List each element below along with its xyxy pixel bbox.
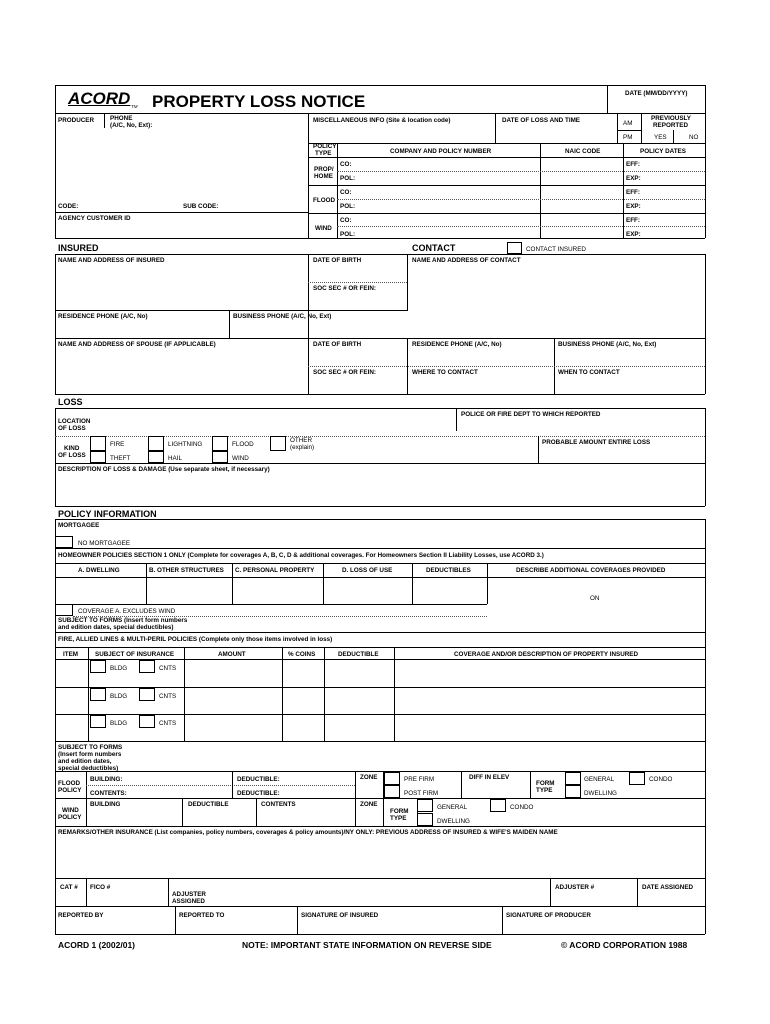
flood-building-field[interactable]: BUILDING:: [90, 776, 123, 783]
wind-general-checkbox[interactable]: [417, 799, 433, 812]
date-label[interactable]: DATE (MM/DD/YYYY): [625, 90, 688, 97]
flood-policy-label2: POLICY: [58, 787, 82, 794]
wind-checkbox[interactable]: [212, 451, 228, 463]
misc-info-label[interactable]: MISCELLANEOUS INFO (Site & location code): [313, 117, 451, 124]
flood-deductible-field2[interactable]: DEDUCTIBLE:: [237, 790, 280, 797]
when-to-contact-field[interactable]: WHEN TO CONTACT: [558, 369, 620, 376]
col-loss-of-use: D. LOSS OF USE: [342, 567, 393, 574]
form-number: ACORD 1 (2002/01): [58, 940, 136, 950]
flood-label[interactable]: FLOOD: [232, 441, 254, 448]
copyright: © ACORD CORPORATION 1988: [561, 940, 688, 950]
flood-co-field[interactable]: CO:: [340, 189, 352, 196]
flood-checkbox[interactable]: [212, 436, 228, 451]
bldg-checkbox-1[interactable]: [90, 660, 106, 673]
subject-to-forms-label4: special deductibles): [58, 765, 119, 772]
residence-phone-field[interactable]: RESIDENCE PHONE (A/C, No): [58, 313, 148, 320]
wind-building-field[interactable]: BUILDING: [90, 801, 121, 808]
adjuster-number-field[interactable]: ADJUSTER #: [555, 884, 595, 891]
excludes-wind-checkbox[interactable]: [55, 604, 73, 616]
flood-eff-field[interactable]: EFF:: [626, 189, 640, 196]
contact-name-address-field[interactable]: NAME AND ADDRESS OF CONTACT: [412, 257, 521, 264]
theft-checkbox[interactable]: [90, 451, 106, 463]
insured-dob-field[interactable]: DATE OF BIRTH: [313, 257, 362, 264]
subject-to-forms-label[interactable]: SUBJECT TO FORMS: [58, 744, 123, 751]
fico-number-field[interactable]: FICO #: [90, 884, 111, 891]
contact-insured-checkbox[interactable]: [507, 242, 522, 254]
on-label: ON: [590, 595, 600, 602]
bldg-label-2[interactable]: BLDG: [110, 693, 128, 700]
am-option[interactable]: AM: [623, 120, 633, 127]
producer-label: PRODUCER: [58, 117, 95, 124]
spouse-dob-field[interactable]: DATE OF BIRTH: [313, 341, 362, 348]
phone-sub-label: (A/C, No, Ext):: [110, 122, 153, 129]
wind-policy-label2: POLICY: [58, 814, 82, 821]
prop-exp-field[interactable]: EXP:: [626, 175, 641, 182]
wind-contents-field[interactable]: CONTENTS: [261, 801, 296, 808]
flood-dwelling-label[interactable]: DWELLING: [584, 790, 617, 797]
wind-zone-field[interactable]: ZONE: [360, 801, 378, 808]
subject-to-forms-label3: and edition dates,: [58, 758, 112, 765]
lightning-checkbox[interactable]: [148, 436, 164, 451]
insured-name-address-field[interactable]: NAME AND ADDRESS OF INSURED: [58, 257, 165, 264]
prop-eff-field[interactable]: EFF:: [626, 161, 640, 168]
date-of-loss-label[interactable]: DATE OF LOSS AND TIME: [502, 117, 581, 124]
subject-to-forms-label2: (Insert form numbers: [58, 751, 122, 758]
spouse-name-address-field[interactable]: NAME AND ADDRESS OF SPOUSE (IF APPLICABLE): [58, 341, 216, 348]
wind-condo-label[interactable]: CONDO: [510, 804, 534, 811]
prop-home-label: PROP/: [314, 166, 334, 173]
code-field[interactable]: CODE:: [58, 203, 79, 210]
company-policy-label: COMPANY AND POLICY NUMBER: [390, 148, 492, 155]
deductible-col-header: DEDUCTIBLE: [338, 651, 379, 658]
col-additional-coverages: DESCRIBE ADDITIONAL COVERAGES PROVIDED: [516, 567, 666, 574]
hail-label[interactable]: HAIL: [168, 455, 182, 462]
wind-type-label: WIND: [315, 225, 332, 232]
adjuster-assigned-field[interactable]: ADJUSTER: [172, 891, 206, 898]
acord-logo: ACORD: [68, 89, 131, 108]
prop-home-label2: HOME: [314, 173, 333, 180]
spouse-soc-field[interactable]: SOC SEC # OR FEIN:: [313, 369, 376, 376]
prop-pol-field[interactable]: POL:: [340, 175, 356, 182]
flood-dwelling-checkbox[interactable]: [565, 785, 581, 798]
cnts-checkbox-2[interactable]: [139, 688, 155, 701]
probable-amount-field[interactable]: PROBABLE AMOUNT ENTIRE LOSS: [542, 439, 651, 446]
pm-option[interactable]: PM: [623, 134, 633, 141]
bldg-checkbox-3[interactable]: [90, 715, 106, 728]
insured-section-title: INSURED: [58, 243, 99, 253]
cnts-label-3[interactable]: CNTS: [159, 720, 177, 727]
flood-pol-field[interactable]: POL:: [340, 203, 356, 210]
phone-label[interactable]: PHONE: [110, 115, 133, 122]
policy-dates-label: POLICY DATES: [640, 148, 686, 155]
other-explain-label: (explain): [290, 444, 315, 451]
pre-firm-checkbox[interactable]: [384, 772, 400, 785]
flood-general-label[interactable]: GENERAL: [584, 776, 615, 783]
previously-label: PREVIOUSLY: [651, 115, 692, 122]
flood-exp-field[interactable]: EXP:: [626, 203, 641, 210]
loss-section-title: LOSS: [58, 397, 83, 407]
location-of-loss-field[interactable]: LOCATION: [58, 418, 91, 425]
coins-col-header: % COINS: [288, 651, 316, 658]
wind-label[interactable]: WIND: [232, 455, 249, 462]
remarks-field[interactable]: REMARKS/OTHER INSURANCE (List companies, policy numbers, coverages & policy amounts)/NY ONLY: PREVIOUS ADDRESS OF INSURED & WIFE'S MAIDEN NAME: [58, 829, 558, 836]
flood-policy-label: FLOOD: [58, 780, 81, 787]
wind-general-label[interactable]: GENERAL: [437, 804, 468, 811]
wind-policy-label: WIND: [62, 807, 79, 814]
contact-insured-label[interactable]: CONTACT INSURED: [526, 246, 586, 253]
where-to-contact-field[interactable]: WHERE TO CONTACT: [412, 369, 478, 376]
diff-elev-field[interactable]: DIFF IN ELEV: [469, 774, 510, 781]
cnts-checkbox-1[interactable]: [139, 660, 155, 673]
logo-tm: TM: [131, 104, 138, 109]
col-other-structures: B. OTHER STRUCTURES: [149, 567, 224, 574]
subject-forms-label2: and edition dates, special deductibles): [58, 624, 174, 631]
reported-by-field[interactable]: REPORTED BY: [58, 912, 104, 919]
other-label[interactable]: OTHER: [290, 437, 313, 444]
no-mortgagee-checkbox[interactable]: [55, 536, 73, 548]
policy-info-section-title: POLICY INFORMATION: [58, 509, 157, 519]
bldg-checkbox-2[interactable]: [90, 688, 106, 701]
subject-forms-label[interactable]: SUBJECT TO FORMS (Insert form numbers: [58, 617, 188, 624]
kind-of-loss-label: KIND: [64, 445, 80, 452]
flood-form-type-label2: TYPE: [536, 787, 553, 794]
sub-code-field[interactable]: SUB CODE:: [183, 203, 219, 210]
bldg-label-1[interactable]: BLDG: [110, 665, 128, 672]
other-checkbox[interactable]: [270, 436, 286, 451]
wind-co-field[interactable]: CO:: [340, 217, 352, 224]
flood-form-type-label: FORM: [536, 780, 555, 787]
col-personal-property: C. PERSONAL PROPERTY: [235, 567, 315, 574]
post-firm-checkbox[interactable]: [384, 785, 400, 798]
reverse-side-note: NOTE: IMPORTANT STATE INFORMATION ON REVERSE SIDE: [242, 940, 492, 950]
excludes-wind-label[interactable]: COVERAGE A. EXCLUDES WIND: [78, 608, 176, 615]
date-assigned-field[interactable]: DATE ASSIGNED: [642, 884, 694, 891]
policy-type-label: POLICY: [313, 143, 337, 150]
flood-condo-label[interactable]: CONDO: [649, 776, 673, 783]
cnts-label-2[interactable]: CNTS: [159, 693, 177, 700]
wind-dwelling-label[interactable]: DWELLING: [437, 818, 470, 825]
contact-section-title: CONTACT: [412, 243, 456, 253]
wind-condo-checkbox[interactable]: [490, 799, 506, 812]
flood-zone-field[interactable]: ZONE: [360, 774, 378, 781]
wind-exp-field[interactable]: EXP:: [626, 231, 641, 238]
loss-description-field[interactable]: DESCRIPTION OF LOSS & DAMAGE (Use separate sheet, if necessary): [58, 466, 270, 473]
fire-checkbox[interactable]: [90, 436, 106, 451]
location-of-loss-label2: OF LOSS: [58, 425, 86, 432]
fire-label[interactable]: FIRE: [110, 441, 125, 448]
wind-pol-field[interactable]: POL:: [340, 231, 356, 238]
hail-checkbox[interactable]: [148, 451, 164, 463]
flood-deductible-field[interactable]: DEDUCTIBLE:: [237, 776, 280, 783]
flood-type-label: FLOOD: [313, 197, 336, 204]
col-deductibles: DEDUCTIBLES: [426, 567, 471, 574]
cat-number-field[interactable]: CAT #: [60, 884, 78, 891]
fire-allied-label: FIRE, ALLIED LINES & MULTI-PERIL POLICIES (Complete only those items involved in loss): [58, 636, 333, 643]
subject-insurance-col-header: SUBJECT OF INSURANCE: [95, 651, 175, 658]
coverage-desc-col-header: COVERAGE AND/OR DESCRIPTION OF PROPERTY INSURED: [454, 651, 639, 658]
agency-id-field[interactable]: AGENCY CUSTOMER ID: [58, 215, 131, 222]
wind-eff-field[interactable]: EFF:: [626, 217, 640, 224]
wind-deductible-field[interactable]: DEDUCTIBLE: [188, 801, 229, 808]
reported-label: REPORTED: [653, 122, 688, 129]
flood-condo-checkbox[interactable]: [629, 772, 645, 785]
flood-contents-field[interactable]: CONTENTS:: [90, 790, 127, 797]
post-firm-label[interactable]: POST FIRM: [404, 790, 439, 797]
reported-to-field[interactable]: REPORTED TO: [179, 912, 225, 919]
signature-insured-field[interactable]: SIGNATURE OF INSURED: [301, 912, 379, 919]
bldg-label-3[interactable]: BLDG: [110, 720, 128, 727]
lightning-label[interactable]: LIGHTNING: [168, 441, 203, 448]
policy-type-label2: TYPE: [315, 150, 332, 157]
insured-soc-field[interactable]: SOC SEC # OR FEIN:: [313, 285, 376, 292]
theft-label[interactable]: THEFT: [110, 455, 131, 462]
wind-form-type-label2: TYPE: [390, 815, 407, 822]
signature-producer-field[interactable]: SIGNATURE OF PRODUCER: [506, 912, 591, 919]
contact-business-phone-field[interactable]: BUSINESS PHONE (A/C, No, Ext): [558, 341, 657, 348]
adjuster-assigned-label2: ASSIGNED: [172, 898, 205, 905]
flood-general-checkbox[interactable]: [565, 772, 581, 785]
prop-co-field[interactable]: CO:: [340, 161, 352, 168]
item-col-header: ITEM: [63, 651, 79, 658]
form-title: PROPERTY LOSS NOTICE: [152, 92, 366, 111]
contact-residence-phone-field[interactable]: RESIDENCE PHONE (A/C, No): [412, 341, 502, 348]
amount-col-header: AMOUNT: [218, 651, 246, 658]
naic-code-label: NAIC CODE: [565, 148, 601, 155]
mortgagee-field[interactable]: MORTGAGEE: [58, 522, 100, 529]
business-phone-field[interactable]: BUSINESS PHONE (A/C, No, Ext): [233, 313, 332, 320]
homeowner-policies-label: HOMEOWNER POLICIES SECTION 1 ONLY (Complete for coverages A, B, C, D & additional coverages. For Homeowners Section II Liability Losses, use ACORD 3.): [58, 552, 544, 559]
wind-dwelling-checkbox[interactable]: [417, 813, 433, 826]
yes-option[interactable]: YES: [654, 134, 667, 141]
no-option[interactable]: NO: [689, 134, 699, 141]
wind-form-type-label: FORM: [390, 808, 409, 815]
col-dwelling: A. DWELLING: [78, 567, 120, 574]
pre-firm-label[interactable]: PRE FIRM: [404, 776, 435, 783]
cnts-checkbox-3[interactable]: [139, 715, 155, 728]
cnts-label-1[interactable]: CNTS: [159, 665, 177, 672]
police-fire-dept-field[interactable]: POLICE OR FIRE DEPT TO WHICH REPORTED: [461, 411, 601, 418]
kind-of-loss-label2: OF LOSS: [58, 452, 86, 459]
no-mortgagee-label[interactable]: NO MORTGAGEE: [78, 540, 131, 547]
